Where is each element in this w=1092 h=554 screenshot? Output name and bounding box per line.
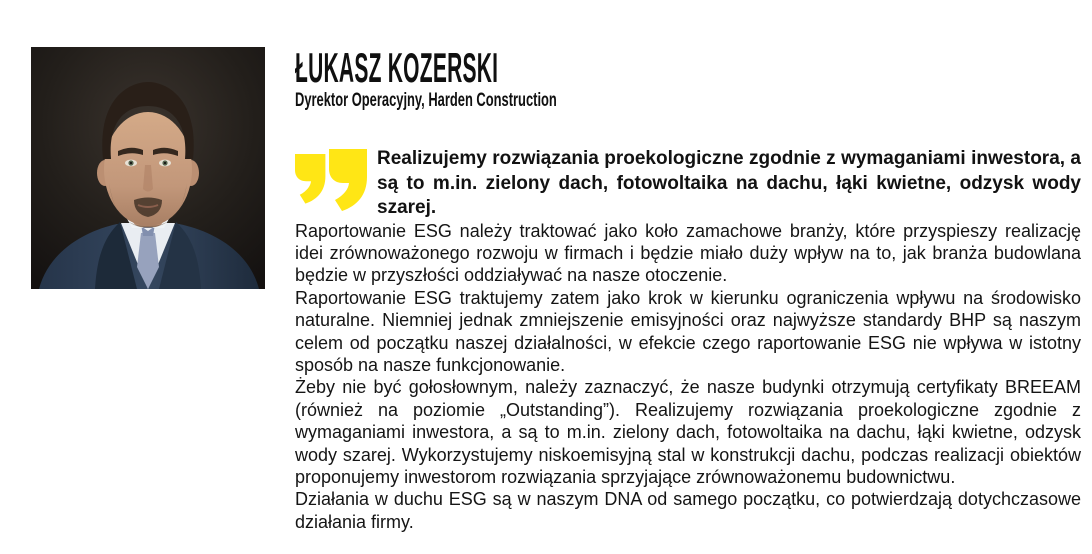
person-title-text: Dyrektor Operacyjny, Harden Construction <box>295 90 557 111</box>
person-name-text: ŁUKASZ KOZERSKI <box>295 44 499 91</box>
quote-marks-icon <box>295 149 369 213</box>
body-paragraph-2: Raportowanie ESG traktujemy zatem jako krok w kierunku ograniczenia wpływu na środowisko naturalne. Niemniej jednak zmniejszenie emisyjności oraz najwyższe standardy BHP są naszym celem od początku naszej działalności, w efekcie czego raportowanie ESG nie wpływa w istotny sposób na nasze funkcjonowanie. <box>295 287 1081 375</box>
body-paragraph-3: Żeby nie być gołosłownym, należy zaznaczyć, że nasze budynki otrzymują certyfikaty BREEAM (również na poziomie „Outstanding”). Realizujemy rozwiązania proekologiczne zgodnie z wymaganiami inwestora, a są to m.in. zielony dach, fotowoltaika na dachu, łąki kwietne, odzysk wody szarej. Wykorzystujemy niskoemisyjną stal w konstrukcji dachu, podczas realizacji obiektów proponujemy inwestorom rozwiązania sprzyjające zrównoważonemu budownictwu. <box>295 377 1081 487</box>
body-text <box>295 220 1081 534</box>
person-title <box>295 92 1081 110</box>
content-column <box>295 0 1081 533</box>
person-name <box>295 44 1081 91</box>
portrait-photo-image <box>31 47 265 289</box>
body-paragraph-1: Raportowanie ESG należy traktować jako koło zamachowe branży, które przyspieszy realizację idei zrównoważonego rozwoju w firmach i będzie miało duży wpływ na to, jak branża budowlana będzie w przyszłości oddziaływać na nasze otoczenie. <box>295 220 1081 286</box>
portrait-photo <box>31 47 265 289</box>
quote-highlight: Realizujemy rozwiązania proekologiczne zgodnie z wymaganiami inwestora, a są to m.in. zielony dach, fotowoltaika na dachu, łąki kwietne, odzysk wody szarej. <box>377 148 1081 218</box>
body-paragraph-4: Działania w duchu ESG są w naszym DNA od samego początku, co potwierdzają dotychczasowe działania firmy. <box>295 489 1081 532</box>
quote-block <box>295 147 1081 221</box>
